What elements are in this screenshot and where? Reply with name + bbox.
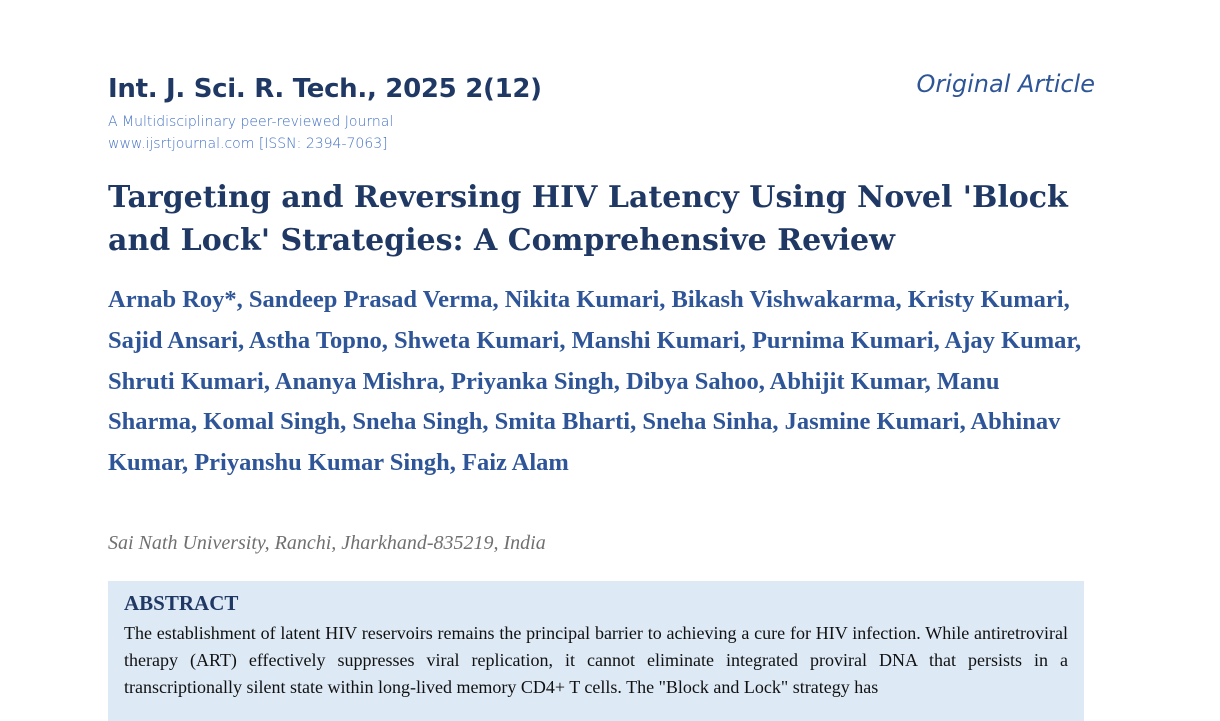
journal-title: Int. J. Sci. R. Tech., 2025 2(12) <box>108 74 542 104</box>
abstract-heading: ABSTRACT <box>124 591 239 615</box>
journal-website-issn[interactable]: www.ijsrtjournal.com [ISSN: 2394-7063] <box>108 136 388 152</box>
paper-title: Targeting and Reversing HIV Latency Using Novel 'Block and Lock' Strategies: A Comprehensive Review <box>108 180 1068 258</box>
abstract-text: The establishment of latent HIV reservoirs remains the principal barrier to achieving a cure for HIV infection. While antiretroviral therapy (ART) effectively suppresses viral replication, it cannot eliminate integrated proviral DNA that persists in a transcriptionally silent state within long-lived memory CD4+ T cells. The "Block and Lock" strategy has <box>124 623 1068 697</box>
article-type-label: Original Article <box>916 70 1095 98</box>
journal-tagline: A Multidisciplinary peer-reviewed Journal <box>108 114 394 130</box>
abstract-section <box>108 581 1084 721</box>
affiliation: Sai Nath University, Ranchi, Jharkhand-835219, India <box>108 532 546 554</box>
author-list: Arnab Roy*, Sandeep Prasad Verma, Nikita Kumari, Bikash Vishwakarma, Kristy Kumari, Sajid Ansari, Astha Topno, Shweta Kumari, Manshi Kumari, Purnima Kumari, Ajay Kumar, Shruti Kumari, Ananya Mishra, Priyanka Singh, Dibya Sahoo, Abhijit Kumar, Manu Sharma, Komal Singh, Sneha Singh, Smita Bharti, Sneha Sinha, Jasmine Kumari, Abhinav Kumar, Priyanshu Kumar Singh, Faiz Alam <box>108 286 1082 477</box>
